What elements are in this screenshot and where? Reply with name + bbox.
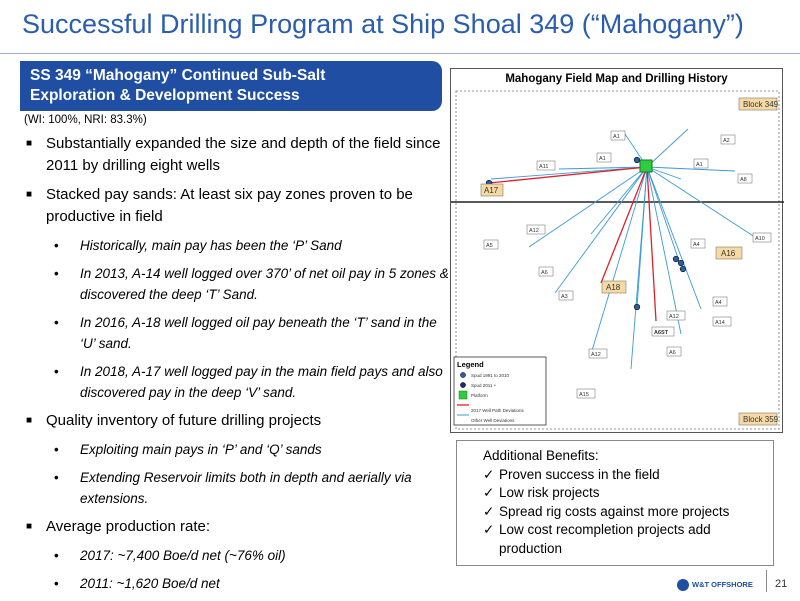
- well-label-A12b: A12: [669, 314, 679, 320]
- dot-bullet-icon: •: [54, 548, 59, 563]
- field-map: [450, 68, 783, 433]
- sub-bullet-item: • 2017: ~7,400 Boe/d net (~76% oil): [22, 545, 452, 566]
- bullet-item: ■ Quality inventory of future drilling projects: [22, 410, 452, 432]
- checkmark-icon: ✓: [483, 503, 495, 519]
- well-label-A15: A15: [579, 392, 589, 398]
- benefit-item: ✓ Low cost recompletion projects add production: [483, 522, 711, 556]
- benefit-item: ✓ Low risk projects: [483, 484, 763, 503]
- dot-bullet-icon: •: [54, 266, 59, 281]
- sub-bullet-item: • In 2013, A-14 well logged over 370’ of net oil pay in 5 zones & discovered the deep ‘T’ Sand.: [22, 263, 452, 305]
- page-number-divider: [766, 570, 767, 592]
- sub-bullet-item: • Extending Reservoir limits both in depth and aerially via extensions.: [22, 467, 452, 509]
- well-label-A3: A3: [561, 294, 568, 300]
- legend-item: Other Well Deviations: [471, 418, 515, 423]
- banner-line-2: Exploration & Development Success: [30, 87, 300, 104]
- well-label-A12: A12: [529, 228, 539, 234]
- block-359-label: Block 359: [743, 415, 779, 424]
- sub-bullet-item: • Exploiting main pays in ‘P’ and ‘Q’ sands: [22, 439, 452, 460]
- well-label-A2: A2: [723, 138, 730, 144]
- benefits-heading: Additional Benefits:: [483, 448, 599, 463]
- title-divider: [0, 53, 800, 54]
- banner-line-1: SS 349 “Mahogany” Continued Sub-Salt: [30, 67, 326, 84]
- section-banner: [20, 61, 442, 111]
- square-bullet-icon: ■: [26, 189, 33, 200]
- legend-spud-old-icon: [460, 372, 465, 377]
- well-label-A4: A4: [693, 242, 700, 248]
- square-bullet-icon: ■: [26, 415, 33, 426]
- well-label-A8: A8: [740, 177, 747, 183]
- well-label-A16: A16: [721, 249, 736, 258]
- bullet-list: [22, 133, 452, 601]
- well-label-A17: A17: [484, 186, 499, 195]
- page-title: Successful Drilling Program at Ship Shoal 349 (“Mahogany”): [22, 9, 744, 39]
- well-label-A12c: A12: [591, 352, 601, 358]
- well-label-A1: A1: [613, 134, 620, 140]
- dot-bullet-icon: •: [54, 238, 59, 253]
- map-title: Mahogany Field Map and Drilling History: [505, 73, 728, 85]
- sub-bullet-item: • 2011: ~1,620 Boe/d net: [22, 573, 452, 594]
- well-label-A6ST: A6ST: [654, 330, 669, 336]
- dot-bullet-icon: •: [54, 470, 59, 485]
- well-label-A1b: A1: [599, 156, 606, 162]
- logo-mark-icon: [677, 579, 689, 591]
- legend-item: 2017 Well Path Deviations: [471, 408, 524, 413]
- page-number: 21: [775, 578, 788, 590]
- dot-bullet-icon: •: [54, 364, 59, 379]
- well-label-A6: A6: [541, 270, 548, 276]
- platform-icon: [640, 160, 652, 172]
- dot-bullet-icon: •: [54, 442, 59, 457]
- dot-bullet-icon: •: [54, 576, 59, 591]
- dot-bullet-icon: •: [54, 315, 59, 330]
- additional-benefits-box: [456, 440, 774, 566]
- legend-item: Spud 1991 to 2010: [471, 373, 510, 378]
- benefit-item: ✓ Proven success in the field: [483, 466, 763, 485]
- block-349-label: Block 349: [743, 100, 779, 109]
- legend-title: Legend: [457, 360, 484, 369]
- checkmark-icon: ✓: [483, 466, 495, 482]
- square-bullet-icon: ■: [26, 138, 33, 149]
- checkmark-icon: ✓: [483, 485, 495, 500]
- bullet-item: ■ Stacked pay sands: At least six pay zones proven to be productive in field: [26, 186, 413, 225]
- checkmark-icon: ✓: [483, 522, 495, 537]
- square-bullet-icon: ■: [26, 521, 33, 532]
- legend-spud-new-icon: [460, 382, 465, 387]
- well-label-A10: A10: [755, 236, 765, 242]
- legend-platform-icon: [459, 391, 467, 399]
- map-legend: [454, 357, 546, 425]
- well-label-A18: A18: [606, 283, 621, 292]
- sub-bullet-item: • Historically, main pay has been the ‘P’ Sand: [22, 235, 452, 256]
- well-label-A1c: A1: [696, 162, 703, 168]
- benefit-item: ✓ Spread rig costs against more projects: [483, 503, 763, 522]
- sub-bullet-item: • In 2016, A-18 well logged oil pay beneath the ‘T’ sand in the ‘U’ sand.: [22, 312, 452, 354]
- map-drawing: [451, 69, 784, 434]
- well-label-A4b: A4: [715, 300, 722, 306]
- bullet-item: ■ Average production rate:: [22, 516, 452, 538]
- legend-item: Spud 2011 +: [471, 383, 497, 388]
- bullet-item: ■ Substantially expanded the size and depth of the field since 2011 by drilling eight wells: [26, 135, 441, 174]
- well-label-A5: A5: [486, 243, 493, 249]
- wi-nri-note: (WI: 100%, NRI: 83.3%): [24, 114, 147, 126]
- well-label-A6b: A6: [669, 350, 676, 356]
- company-logo: W&T OFFSHORE: [677, 579, 753, 591]
- legend-item: Platform: [471, 393, 488, 398]
- sub-bullet-item: • In 2018, A-17 well logged pay in the main field pays and also discovered pay in the deep ‘V’ sand.: [22, 361, 452, 403]
- well-label-A14: A14: [715, 320, 725, 326]
- well-label-A11: A11: [539, 164, 549, 170]
